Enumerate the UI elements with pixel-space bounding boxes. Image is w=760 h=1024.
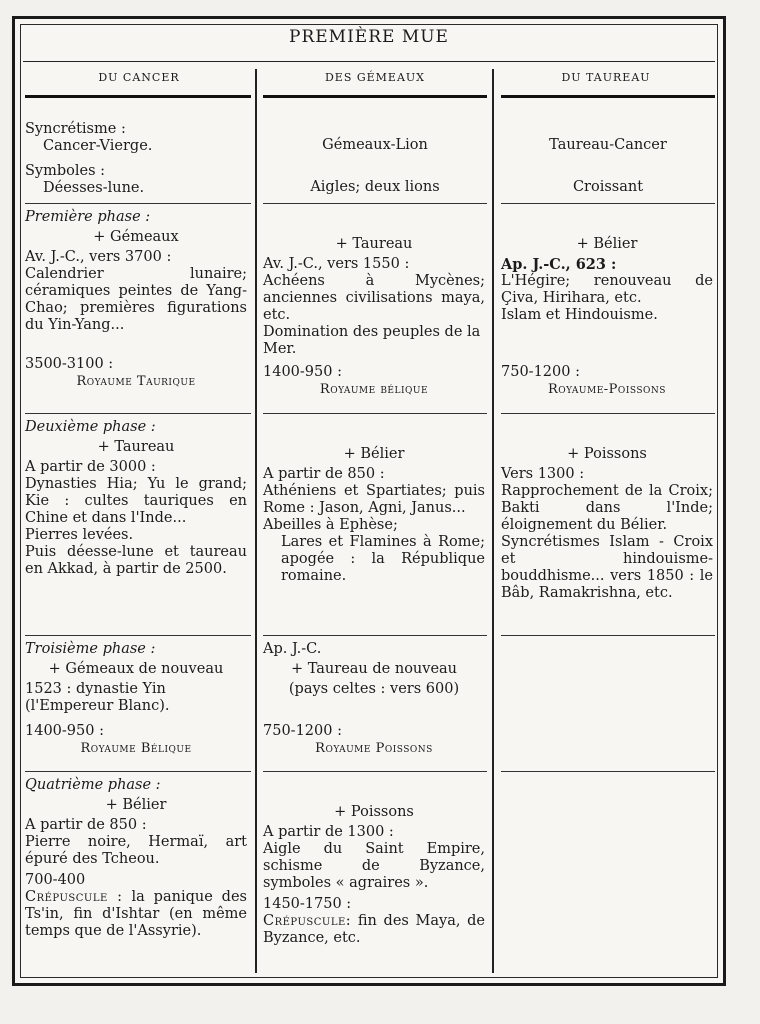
taureau-phase2-text1: Rapprochement de la Croix; Bakti dans l'Inde; éloignement du Bélier. xyxy=(501,483,713,533)
row-rule-2b xyxy=(263,413,487,414)
symbols-label: Symboles : xyxy=(25,163,106,179)
gemeaux-syncretism-cell xyxy=(263,137,487,196)
column-divider-2 xyxy=(492,69,494,973)
header-rule-2 xyxy=(263,95,487,98)
row-rule-3b xyxy=(263,635,487,636)
taureau-syncretism: Taureau-Cancer xyxy=(549,137,667,153)
gemeaux-phase2-cell xyxy=(263,443,485,585)
gemeaux-phase2-text2: Abeilles à Ephèse; xyxy=(263,517,398,533)
cancer-syncretism: Cancer-Vierge. xyxy=(43,138,153,154)
cancer-phase1-cell xyxy=(25,209,247,390)
cancer-phase2-text1: Dynasties Hia; Yu le grand; Kie : cultes tauriques en Chine et dans l'Inde... xyxy=(25,476,247,526)
header-rule-3 xyxy=(501,95,715,98)
taureau-phase2-cell xyxy=(501,443,713,602)
gemeaux-phase1-cell xyxy=(263,233,485,398)
row-rule-3c xyxy=(501,635,715,636)
gemeaux-phase3-cell xyxy=(263,641,485,757)
phase1-label: Première phase : xyxy=(25,209,151,225)
cancer-phase4-sign: + Bélier xyxy=(105,797,167,813)
gemeaux-phase2-text3: Lares et Flamines à Rome; apogée : la République romaine. xyxy=(281,534,485,584)
column-header-taureau: DU TAUREAU xyxy=(561,71,651,84)
column-header-gemeaux: DES GÉMEAUX xyxy=(324,71,426,84)
cancer-symbols: Déesses-lune. xyxy=(43,180,145,196)
cancer-phase1-date: Av. J.-C., vers 3700 : xyxy=(25,249,172,265)
gemeaux-phase1-sign: + Taureau xyxy=(335,236,413,252)
title-rule xyxy=(23,61,715,62)
column-header-cancer: DU CANCER xyxy=(98,71,180,84)
cancer-phase2-sign: + Taureau xyxy=(97,439,175,455)
cancer-phase1-range: 3500-3100 : xyxy=(25,356,114,372)
gemeaux-phase2-sign: + Bélier xyxy=(343,446,405,462)
gemeaux-phase3-sign: + Taureau de nouveau xyxy=(290,661,458,677)
cancer-phase3-range: 1400-950 : xyxy=(25,723,104,739)
cancer-phase2-date: A partir de 3000 : xyxy=(25,459,156,475)
cancer-phase2-text3: Puis déesse-lune et taureau en Akkad, à partir de 2500. xyxy=(25,544,247,577)
gemeaux-phase3-date: Ap. J.-C. xyxy=(263,641,322,657)
gemeaux-crepuscule-text: fin des Maya, de Byzance, etc. xyxy=(263,913,486,946)
gemeaux-phase1-text1: Achéens à Mycènes; anciennes civilisations maya, etc. xyxy=(263,273,485,323)
cancer-crepuscule-label: Crépuscule : xyxy=(25,889,123,905)
cancer-phase4-text: Pierre noire, Hermaï, art épuré des Tcheou. xyxy=(25,834,247,867)
syncretism-label: Syncrétisme : xyxy=(25,121,126,137)
cancer-phase4-cell xyxy=(25,777,247,940)
row-rule-1c xyxy=(501,203,715,204)
header-rule-1 xyxy=(25,95,251,98)
gemeaux-phase2-date: A partir de 850 : xyxy=(263,466,385,482)
phase3-label: Troisième phase : xyxy=(25,641,156,657)
gemeaux-phase2-text1: Athéniens et Spartiates; puis Rome : Jason, Agni, Janus... xyxy=(263,483,485,516)
row-rule-3a xyxy=(25,635,251,636)
phase4-label: Quatrième phase : xyxy=(25,777,161,793)
cancer-phase4-date: A partir de 850 : xyxy=(25,817,147,833)
cancer-phase1-sign: + Gémeaux xyxy=(93,229,179,245)
taureau-phase1-sign: + Bélier xyxy=(576,236,638,252)
cancer-phase3-sign: + Gémeaux de nouveau xyxy=(48,661,224,677)
taureau-phase1-kingdom: Royaume-Poissons xyxy=(548,382,666,397)
gemeaux-phase1-date: Av. J.-C., vers 1550 : xyxy=(263,256,410,272)
gemeaux-phase4-range: 1450-1750 : xyxy=(263,896,352,912)
table-frame xyxy=(12,16,726,986)
phase2-label: Deuxième phase : xyxy=(25,419,156,435)
gemeaux-syncretism: Gémeaux-Lion xyxy=(322,137,428,153)
cancer-phase4-range: 700-400 xyxy=(25,872,86,888)
gemeaux-phase3-text: (pays celtes : vers 600) xyxy=(288,681,460,697)
cancer-phase3-kingdom: Royaume Bélique xyxy=(80,741,192,756)
taureau-syncretism-cell xyxy=(501,137,715,196)
gemeaux-crepuscule-label: Crépuscule: xyxy=(263,913,352,929)
row-rule-4c xyxy=(501,771,715,772)
cancer-phase1-text: Calendrier lunaire; céramiques peintes de Yang-Chao; premières figurations du Yin-Yang... xyxy=(25,266,247,333)
column-divider-1 xyxy=(255,69,257,973)
row-rule-1b xyxy=(263,203,487,204)
gemeaux-phase3-kingdom: Royaume Poissons xyxy=(315,741,433,756)
row-rule-2a xyxy=(25,413,251,414)
row-rule-2c xyxy=(501,413,715,414)
cancer-phase2-cell xyxy=(25,419,247,578)
taureau-phase1-cell xyxy=(501,233,713,398)
gemeaux-phase4-sign: + Poissons xyxy=(334,804,414,820)
gemeaux-phase1-kingdom: Royaume bélique xyxy=(319,382,429,397)
gemeaux-phase4-date: A partir de 1300 : xyxy=(263,824,394,840)
gemeaux-phase1-range: 1400-950 : xyxy=(263,364,342,380)
taureau-phase2-text2: Syncrétismes Islam - Croix et hindouisme-bouddhisme... vers 1850 : le Bâb, Ramakrishna, etc. xyxy=(501,534,713,601)
cancer-phase1-kingdom: Royaume Taurique xyxy=(76,374,196,389)
gemeaux-phase4-text: Aigle du Saint Empire, schisme de Byzance, symboles « agraires ». xyxy=(263,841,485,891)
gemeaux-phase3-range: 750-1200 : xyxy=(263,723,342,739)
cancer-phase3-cell xyxy=(25,641,247,757)
cancer-phase3-text: 1523 : dynastie Yin (l'Empereur Blanc). xyxy=(25,681,170,714)
taureau-phase1-range: 750-1200 : xyxy=(501,364,580,380)
row-rule-4b xyxy=(263,771,487,772)
page-title: PREMIÈRE MUE xyxy=(289,27,449,47)
gemeaux-phase4-cell xyxy=(263,801,485,947)
row-rule-4a xyxy=(25,771,251,772)
row-rule-1a xyxy=(25,203,251,204)
taureau-phase2-date: Vers 1300 : xyxy=(501,466,585,482)
gemeaux-phase1-text2: Domination des peuples de la Mer. xyxy=(263,324,481,357)
taureau-phase1-text2: Islam et Hindouisme. xyxy=(501,307,658,323)
taureau-phase1-date: Ap. J.-C., 623 : xyxy=(501,256,617,273)
gemeaux-symbols: Aigles; deux lions xyxy=(310,179,440,195)
taureau-phase1-text1: L'Hégire; renouveau de Çiva, Hirihara, etc. xyxy=(501,273,713,306)
cancer-crepuscule-text: la panique des Ts'in, fin d'Ishtar (en même temps que de l'Assyrie). xyxy=(25,889,247,939)
taureau-phase2-sign: + Poissons xyxy=(567,446,647,462)
cancer-syncretism-cell xyxy=(25,121,251,197)
taureau-symbols: Croissant xyxy=(572,179,644,195)
cancer-phase2-text2: Pierres levées. xyxy=(25,527,134,543)
